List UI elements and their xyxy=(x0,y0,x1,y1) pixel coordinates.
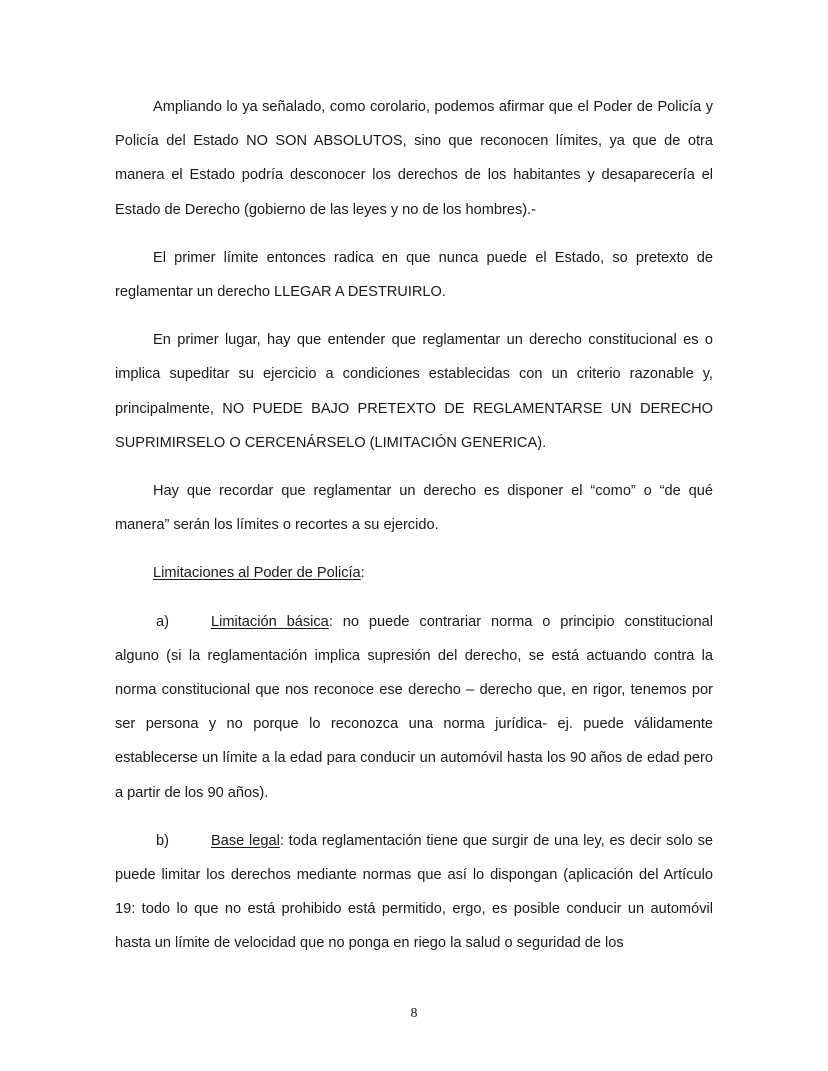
section-heading xyxy=(115,556,713,590)
list-item xyxy=(115,824,713,961)
page-number: 8 xyxy=(410,1006,418,1021)
list-item-marker: b) xyxy=(156,832,169,849)
list-item-marker: a) xyxy=(156,613,169,630)
document-page xyxy=(115,90,713,975)
section-heading-text: Limitaciones al Poder de Policía xyxy=(153,565,361,582)
list-item-text: : toda reglamentación tiene que surgir de una ley, es decir solo se puede limitar los derechos mediante normas que así lo dispongan (aplicación del Artículo 19: todo lo que no está prohibido está permitido, ergo, es posible conducir un automóvil hasta un límite de velocidad que no ponga en riego la salud o seguridad de los xyxy=(115,832,714,952)
paragraph-2: El primer límite entonces radica en que nunca puede el Estado, so pretexto de reglamentar un derecho LLEGAR A DESTRUIRLO. xyxy=(115,249,713,301)
list-item-text: : no puede contrariar norma o principio constitucional alguno (si la reglamentación implica supresión del derecho, se está actuando contra la norma constitucional que nos reconoce ese derecho – derecho que, en rigor, tenemos por ser persona y no porque lo reconozca una norma jurídica- ej. puede válidamente establecerse un límite a la edad para conducir un automóvil hasta los 90 años de edad pero a partir de los 90 años). xyxy=(115,613,713,801)
paragraph-1: Ampliando lo ya señalado, como corolario, podemos afirmar que el Poder de Policía y Policía del Estado NO SON ABSOLUTOS, sino que reconocen límites, ya que de otra manera el Estado podría desconocer los derechos de los habitantes y desaparecería el Estado de Derecho (gobierno de las leyes y no de los hombres).- xyxy=(115,99,713,218)
list-item-label: Base legal xyxy=(211,832,280,849)
section-heading-colon: : xyxy=(360,565,365,582)
list-item xyxy=(115,605,713,810)
paragraph-3: En primer lugar, hay que entender que reglamentar un derecho constitucional es o implica supeditar su ejercicio a condiciones establecidas con un criterio razonable y, principalmente, NO PUEDE BAJO PRETEXTO DE REGLAMENTARSE UN DERECHO SUPRIMIRSELO O CERCENÁRSELO (LIMITACIÓN GENERICA). xyxy=(115,332,713,451)
paragraph-4: Hay que recordar que reglamentar un derecho es disponer el “como” o “de qué manera” serán los límites o recortes a su ejercido. xyxy=(115,483,713,534)
list-item-label: Limitación básica xyxy=(211,613,329,630)
